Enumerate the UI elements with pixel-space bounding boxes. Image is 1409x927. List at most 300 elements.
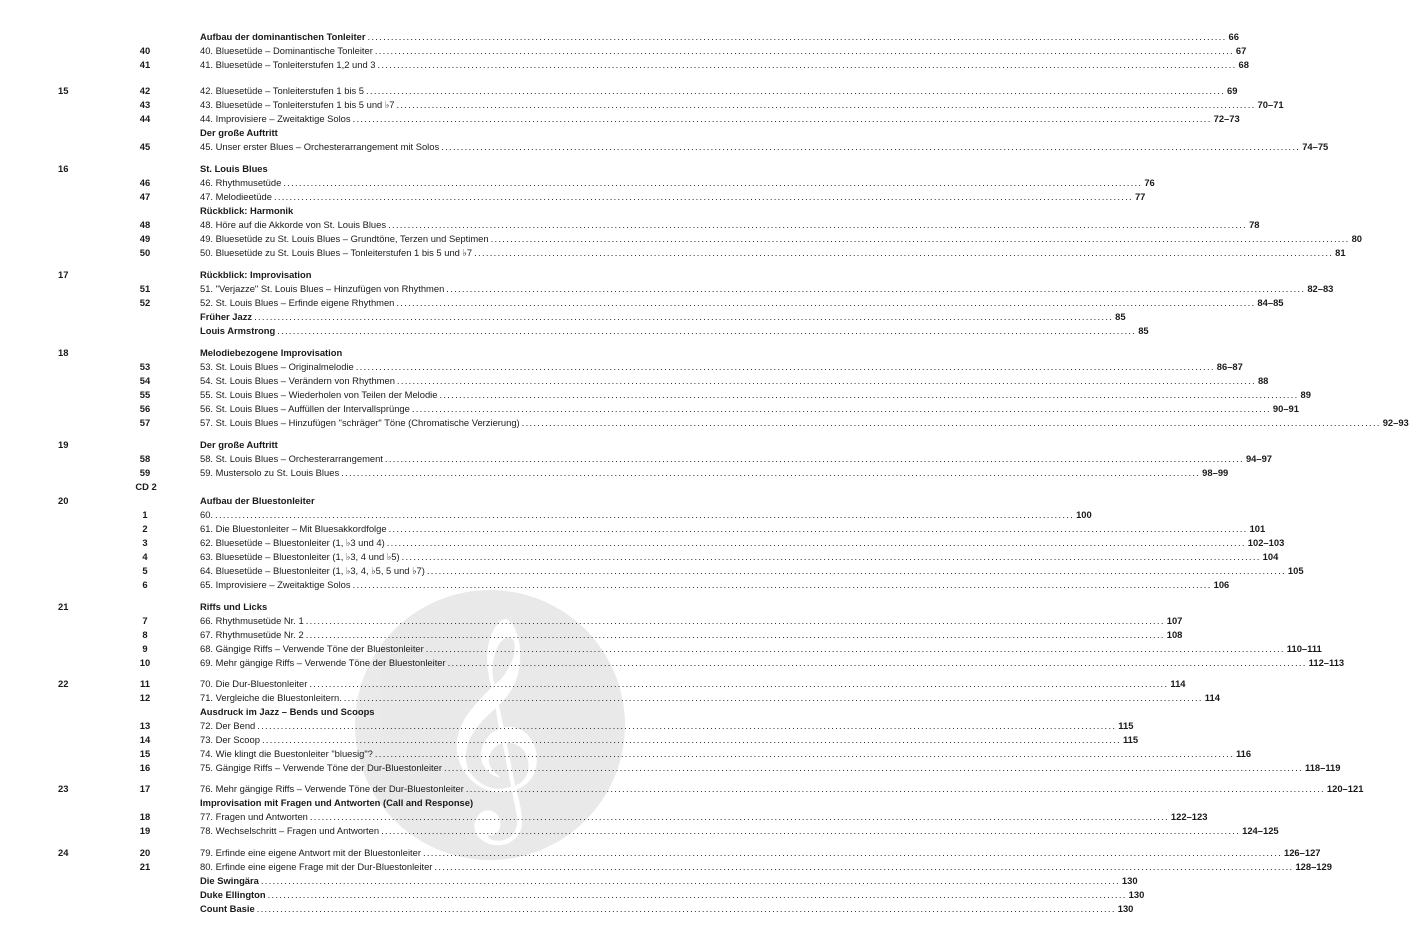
page-number: 86–87 [1216, 361, 1243, 372]
dot-leader: ............................................................................................................................................................................................................................ [443, 762, 1304, 773]
toc-heading [0, 346, 640, 359]
dot-leader: ............................................................................................................................................................................................................................ [441, 141, 1301, 152]
page-number [344, 346, 346, 359]
page-number: 67 [1235, 45, 1247, 56]
page-number: 92–93 [1382, 417, 1409, 428]
dot-leader: ............................................................................................................................................................................................................................ [374, 748, 1234, 759]
dot-leader: ............................................................................................................................................................................................................................ [277, 325, 1137, 336]
entry-line [200, 58, 1249, 71]
toc-entry [0, 691, 1220, 704]
toc-entry [0, 374, 1269, 387]
entry-line [200, 747, 1252, 760]
entry-line [200, 810, 1208, 823]
track-number: 19 [139, 825, 151, 836]
entry-line [200, 360, 1243, 373]
toc-heading [0, 268, 640, 281]
toc-entry [0, 44, 1247, 57]
entry-title: Der große Auftritt [200, 127, 278, 138]
entry-line [200, 176, 1155, 189]
track-number: 9 [142, 643, 148, 654]
page-number [313, 268, 315, 281]
entry-line [200, 84, 1238, 97]
entry-line [200, 761, 1341, 774]
entry-line [200, 374, 1269, 387]
toc-entry [0, 550, 1279, 563]
dot-leader: ............................................................................................................................................................................................................................ [465, 783, 1325, 794]
toc-entry [0, 112, 1240, 125]
page-number: 115 [1122, 734, 1139, 745]
entry-line [200, 44, 1247, 57]
toc-entry [0, 388, 1311, 401]
dot-leader: ............................................................................................................................................................................................................................ [401, 551, 1261, 562]
page-number: 81 [1335, 247, 1346, 258]
page-number: 100 [1076, 509, 1092, 520]
page-number: 130 [1117, 903, 1134, 914]
entry-title: 52. St. Louis Blues – Erfinde eigene Rhythmen [200, 297, 395, 308]
dot-leader: ............................................................................................................................................................................................................................ [267, 889, 1127, 900]
entry-line [200, 232, 1363, 245]
toc-entry [0, 140, 1329, 153]
dot-leader: ............................................................................................................................................................................................................................ [257, 720, 1117, 731]
toc-entry [0, 536, 1285, 549]
entry-title: 53. St. Louis Blues – Originalmelodie [200, 361, 354, 372]
track-number: 41 [139, 59, 151, 70]
dot-leader: ............................................................................................................................................................................................................................ [447, 657, 1307, 668]
page-number [280, 438, 282, 451]
toc-entry [0, 84, 1238, 97]
page-number [280, 126, 282, 139]
dot-leader: ............................................................................................................................................................................................................................ [426, 565, 1286, 576]
page-number: 112–113 [1308, 657, 1345, 668]
toc-entry [0, 522, 1266, 535]
toc-entry [0, 656, 1345, 669]
track-number: 18 [139, 811, 151, 822]
entry-title: Melodiebezogene Improvisation [200, 347, 343, 358]
track-number: 53 [139, 361, 151, 372]
entry-line [200, 564, 1304, 577]
page-number: 120–121 [1326, 783, 1364, 794]
entry-title: 78. Wechselschritt – Fragen und Antworten [200, 825, 380, 836]
entry-line [200, 642, 1322, 655]
track-number: 57 [139, 417, 151, 428]
entry-title: 46. Rhythmusetüde [200, 177, 282, 188]
dot-leader: ............................................................................................................................................................................................................................ [422, 847, 1282, 858]
track-number: 20 [139, 847, 151, 858]
toc-heading [0, 204, 640, 217]
page-number: 70–71 [1257, 99, 1284, 110]
dot-leader: ............................................................................................................................................................................................................................ [396, 375, 1256, 386]
track-number: 3 [142, 537, 148, 548]
dot-leader: ............................................................................................................................................................................................................................ [256, 903, 1116, 914]
entry-title: 58. St. Louis Blues – Orchesterarrangement [200, 453, 383, 464]
toc-entry [0, 810, 1208, 823]
dot-leader: ............................................................................................................................................................................................................................ [434, 861, 1294, 872]
entry-line [200, 346, 568, 359]
dot-leader: ............................................................................................................................................................................................................................ [305, 615, 1165, 626]
entry-title: 57. St. Louis Blues – Hinzufügen "schräger" Töne (Chromatische Verzierung) [200, 417, 520, 428]
entry-title: Improvisation mit Fragen und Antworten (Call and Response) [200, 797, 474, 808]
entry-line [200, 705, 568, 718]
toc-entry [0, 628, 1183, 641]
page-number: 90–91 [1272, 403, 1299, 414]
track-number: 16 [139, 762, 151, 773]
dot-leader: ............................................................................................................................................................................................................................ [396, 297, 1256, 308]
toc-entry [0, 58, 1249, 71]
dot-leader: ............................................................................................................................................................................................................................ [377, 59, 1237, 70]
track-number: 44 [139, 113, 151, 124]
entry-title: 69. Mehr gängige Riffs – Verwende Töne der Bluestonleiter [200, 657, 446, 668]
entry-line [200, 614, 1183, 627]
entry-line [200, 246, 1346, 259]
entry-title: Die Swingära [200, 875, 259, 886]
entry-title: 41. Bluesetüde – Tonleiterstufen 1,2 und 3 [200, 59, 376, 70]
track-number: 17 [139, 783, 151, 794]
lesson-number: 19 [58, 439, 69, 450]
entry-title: 48. Höre auf die Akkorde von St. Louis Blues [200, 219, 387, 230]
dot-leader: ............................................................................................................................................................................................................................ [388, 219, 1248, 230]
entry-title: 61. Die Bluestonleiter – Mit Bluesakkordfolge [200, 523, 387, 534]
toc-entry [0, 614, 1183, 627]
track-number: 4 [142, 551, 148, 562]
entry-line [200, 824, 1279, 837]
entry-line [200, 112, 1240, 125]
entry-line [200, 126, 568, 139]
toc-heading [0, 324, 1149, 337]
entry-line [200, 677, 1186, 690]
toc-entry [0, 416, 1409, 429]
dot-leader: ............................................................................................................................................................................................................................ [446, 283, 1306, 294]
page-number: 106 [1213, 579, 1230, 590]
page-number: 130 [1128, 889, 1145, 900]
entry-title: 54. St. Louis Blues – Verändern von Rhythmen [200, 375, 395, 386]
track-number: 50 [139, 247, 151, 258]
track-number: 46 [139, 177, 151, 188]
page-number: 105 [1287, 565, 1304, 576]
toc-entry [0, 296, 1284, 309]
track-number: 52 [139, 297, 151, 308]
track-number: 10 [139, 657, 151, 668]
cd-label: CD 2 [135, 481, 157, 492]
dot-leader: ............................................................................................................................................................................................................................ [215, 509, 1075, 520]
dot-leader: ............................................................................................................................................................................................................................ [254, 311, 1114, 322]
entry-title: 45. Unser erster Blues – Orchesterarrangement mit Solos [200, 141, 440, 152]
page-number: 130 [1121, 875, 1138, 886]
track-number: 14 [139, 734, 151, 745]
page-number: 69 [1227, 85, 1238, 96]
entry-title: Früher Jazz [200, 311, 253, 322]
page-number: 108 [1166, 629, 1183, 640]
entry-title: 44. Improvisiere – Zweitaktige Solos [200, 113, 351, 124]
page-number: 122–123 [1170, 811, 1208, 822]
entry-title: Aufbau der dominantischen Tonleiter [200, 31, 366, 42]
dot-leader: ............................................................................................................................................................................................................................ [381, 825, 1241, 836]
track-number: 13 [139, 720, 151, 731]
page-number: 82–83 [1307, 283, 1334, 294]
entry-line [200, 388, 1311, 401]
entry-title: 77. Fragen und Antworten [200, 811, 308, 822]
entry-title: Riffs und Licks [200, 601, 268, 612]
lesson-number: 16 [58, 163, 69, 174]
dot-leader: ............................................................................................................................................................................................................................ [283, 177, 1143, 188]
page-number: 85 [1115, 311, 1126, 322]
entry-line [200, 508, 1092, 521]
entry-line [200, 402, 1299, 415]
dot-leader: ............................................................................................................................................................................................................................ [341, 467, 1201, 478]
page-number: 114 [1204, 692, 1220, 703]
entry-title: 71. Vergleiche die Bluestonleitern. [200, 692, 342, 703]
entry-line [200, 452, 1273, 465]
lesson-number: 21 [58, 601, 69, 612]
entry-title: 67. Rhythmusetüde Nr. 2 [200, 629, 304, 640]
page-number: 98–99 [1202, 467, 1229, 478]
entry-line [200, 719, 1134, 732]
entry-line [200, 782, 1364, 795]
page-number: 128–129 [1295, 861, 1332, 872]
entry-title: Louis Armstrong [200, 325, 276, 336]
toc-heading [0, 30, 1239, 43]
toc-entry [0, 98, 1284, 111]
track-number: 7 [142, 615, 148, 626]
track-number: 43 [139, 99, 151, 110]
page-number: 94–97 [1245, 453, 1273, 464]
entry-line [200, 796, 568, 809]
dot-leader: ............................................................................................................................................................................................................................ [355, 361, 1215, 372]
dot-leader: ............................................................................................................................................................................................................................ [384, 453, 1244, 464]
track-number: 12 [139, 692, 151, 703]
entry-line [200, 628, 1183, 641]
entry-line [200, 691, 1220, 704]
entry-title: Count Basie [200, 903, 255, 914]
toc-entry [0, 642, 1322, 655]
entry-title: 59. Mustersolo zu St. Louis Blues [200, 467, 340, 478]
entry-line [200, 162, 568, 175]
lesson-number: 22 [58, 678, 69, 689]
entry-title: 74. Wie klingt die Buestonleiter "bluesig"? [200, 748, 373, 759]
entry-title: 55. St. Louis Blues – Wiederholen von Teilen der Melodie [200, 389, 438, 400]
entry-line [200, 494, 568, 507]
entry-line [200, 902, 1134, 915]
entry-line [200, 98, 1284, 111]
toc-entry [0, 733, 1139, 746]
page-number: 89 [1300, 389, 1311, 400]
page-number [269, 600, 271, 613]
lesson-number: 20 [58, 495, 69, 506]
dot-leader: ............................................................................................................................................................................................................................ [352, 579, 1212, 590]
entry-line [200, 30, 1239, 43]
dot-leader: ............................................................................................................................................................................................................................ [396, 99, 1256, 110]
dot-leader: ............................................................................................................................................................................................................................ [386, 537, 1246, 548]
toc-entry [0, 232, 1363, 245]
toc-entry [0, 677, 1186, 690]
lesson-number: 18 [58, 347, 69, 358]
dot-leader: ............................................................................................................................................................................................................................ [474, 247, 1334, 258]
page-number: 126–127 [1284, 847, 1321, 858]
track-number: 2 [142, 523, 148, 534]
page-number: 110–111 [1286, 643, 1322, 654]
entry-title: 76. Mehr gängige Riffs – Verwende Töne der Dur-Bluestonleiter [200, 783, 464, 794]
page-number: 101 [1249, 523, 1266, 534]
dot-leader: ............................................................................................................................................................................................................................ [374, 45, 1234, 56]
entry-title: 43. Bluesetüde – Tonleiterstufen 1 bis 5 und ♭7 [200, 99, 395, 110]
track-number: 21 [139, 861, 151, 872]
entry-title: 70. Die Dur-Bluestonleiter [200, 678, 308, 689]
toc-entry [0, 282, 1334, 295]
page-number: 74–75 [1302, 141, 1329, 152]
track-number: 11 [140, 678, 150, 689]
entry-title: Duke Ellington [200, 889, 266, 900]
page-number: 78 [1249, 219, 1260, 230]
entry-line [200, 282, 1334, 295]
lesson-number: 17 [58, 269, 69, 280]
entry-line [200, 140, 1329, 153]
toc-heading [0, 126, 640, 139]
toc-heading [0, 494, 640, 507]
dot-leader: ............................................................................................................................................................................................................................ [309, 811, 1169, 822]
lesson-number: 15 [58, 85, 69, 96]
page-number: 118–119 [1305, 762, 1341, 773]
dot-leader: ............................................................................................................................................................................................................................ [273, 191, 1133, 202]
entry-line [200, 536, 1285, 549]
toc-entry [0, 846, 1321, 859]
toc-entry [0, 190, 1146, 203]
dot-leader: ............................................................................................................................................................................................................................ [305, 629, 1165, 640]
entry-title: 72. Der Bend [200, 720, 256, 731]
track-number: 1 [142, 509, 148, 520]
toc-entry [0, 360, 1243, 373]
toc-entry [0, 782, 1364, 795]
entry-title: 75. Gängige Riffs – Verwende Töne der Dur-Bluestonleiter [200, 762, 442, 773]
dot-leader: ............................................................................................................................................................................................................................ [425, 643, 1285, 654]
cd-label-row [0, 480, 640, 493]
lesson-number: 24 [58, 847, 69, 858]
track-number: 5 [142, 565, 148, 576]
toc-heading [0, 162, 640, 175]
entry-title: Aufbau der Bluestonleiter [200, 495, 315, 506]
track-number: 58 [139, 453, 151, 464]
toc-entry [0, 466, 1229, 479]
toc-entry [0, 218, 1260, 231]
track-number: 47 [139, 191, 151, 202]
page-number: 104 [1262, 551, 1279, 562]
dot-leader: ............................................................................................................................................................................................................................ [309, 678, 1169, 689]
entry-title: 62. Bluesetüde – Bluestonleiter (1, ♭3 und 4) [200, 537, 385, 548]
toc-entry [0, 452, 1273, 465]
page-number [270, 162, 272, 175]
page-number: 68 [1238, 59, 1249, 70]
entry-line [200, 310, 1126, 323]
entry-line [200, 438, 568, 451]
page-number: 85 [1138, 325, 1149, 336]
entry-line [200, 733, 1139, 746]
dot-leader: ............................................................................................................................................................................................................................ [490, 233, 1350, 244]
entry-title: 65. Improvisiere – Zweitaktige Solos [200, 579, 351, 590]
toc-heading [0, 902, 1134, 915]
dot-leader: ............................................................................................................................................................................................................................ [366, 85, 1226, 96]
toc-heading [0, 600, 640, 613]
toc-entry [0, 246, 1346, 259]
entry-line [200, 296, 1284, 309]
entry-line [200, 656, 1345, 669]
entry-line [200, 522, 1266, 535]
entry-line [200, 268, 568, 281]
entry-title: St. Louis Blues [200, 163, 268, 174]
entry-line [200, 888, 1145, 901]
entry-line [200, 874, 1138, 887]
page-number: 88 [1257, 375, 1269, 386]
page-number: 80 [1351, 233, 1363, 244]
entry-line [200, 416, 1409, 429]
entry-title: 73. Der Scoop [200, 734, 260, 745]
dot-leader: ............................................................................................................................................................................................................................ [261, 734, 1121, 745]
page-number: 115 [1118, 720, 1134, 731]
page-number: 77 [1134, 191, 1146, 202]
track-number: 45 [139, 141, 151, 152]
page-number: 107 [1166, 615, 1183, 626]
toc-entry [0, 564, 1304, 577]
toc-heading [0, 796, 640, 809]
page-number: 66 [1228, 31, 1239, 42]
toc-entry [0, 176, 1155, 189]
page-number: 116 [1235, 748, 1252, 759]
entry-title: 63. Bluesetüde – Bluestonleiter (1, ♭3, 4 und ♭5) [200, 551, 400, 562]
track-number: 59 [139, 467, 151, 478]
toc-heading [0, 888, 1145, 901]
entry-title: Rückblick: Harmonik [200, 205, 294, 216]
entry-title: 68. Gängige Riffs – Verwende Töne der Bluestonleiter [200, 643, 424, 654]
dot-leader: ............................................................................................................................................................................................................................ [260, 875, 1120, 886]
entry-title: 47. Melodieetüde [200, 191, 272, 202]
entry-line [200, 466, 1229, 479]
entry-line [200, 578, 1230, 591]
track-number: 6 [142, 579, 148, 590]
lesson-number: 23 [58, 783, 69, 794]
page-number [377, 705, 379, 718]
entry-title: 60. [200, 509, 214, 520]
toc-heading [0, 310, 1126, 323]
entry-title: 42. Bluesetüde – Tonleiterstufen 1 bis 5 [200, 85, 365, 96]
page-number: 114 [1170, 678, 1186, 689]
entry-line [200, 846, 1321, 859]
toc-heading [0, 438, 640, 451]
entry-line [200, 550, 1279, 563]
entry-title: 50. Bluesetüde zu St. Louis Blues – Tonleiterstufen 1 bis 5 und ♭7 [200, 247, 473, 258]
track-number: 15 [139, 748, 151, 759]
entry-line [200, 860, 1332, 873]
toc-entry [0, 824, 1279, 837]
dot-leader: ............................................................................................................................................................................................................................ [352, 113, 1212, 124]
dot-leader: ............................................................................................................................................................................................................................ [367, 31, 1227, 42]
toc-entry [0, 761, 1341, 774]
treble-clef-icon: 𝄞 [433, 614, 547, 835]
entry-title: Rückblick: Improvisation [200, 269, 312, 280]
toc-entry [0, 578, 1230, 591]
entry-line [200, 218, 1260, 231]
entry-title: 40. Bluesetüde – Dominantische Tonleiter [200, 45, 373, 56]
page-number: 102–103 [1247, 537, 1285, 548]
page-number: 84–85 [1257, 297, 1284, 308]
entry-title: Der große Auftritt [200, 439, 278, 450]
entry-line [200, 204, 568, 217]
dot-leader: ............................................................................................................................................................................................................................ [411, 403, 1271, 414]
track-number: 48 [139, 219, 151, 230]
page-number: 72–73 [1213, 113, 1240, 124]
entry-title: Ausdruck im Jazz – Bends und Scoops [200, 706, 375, 717]
entry-title: 49. Bluesetüde zu St. Louis Blues – Grundtöne, Terzen und Septimen [200, 233, 489, 244]
page-number [317, 494, 319, 507]
track-number: 54 [139, 375, 151, 386]
page-number: 76 [1144, 177, 1155, 188]
entry-title: 80. Erfinde eine eigene Frage mit der Dur-Bluestonleiter [200, 861, 433, 872]
